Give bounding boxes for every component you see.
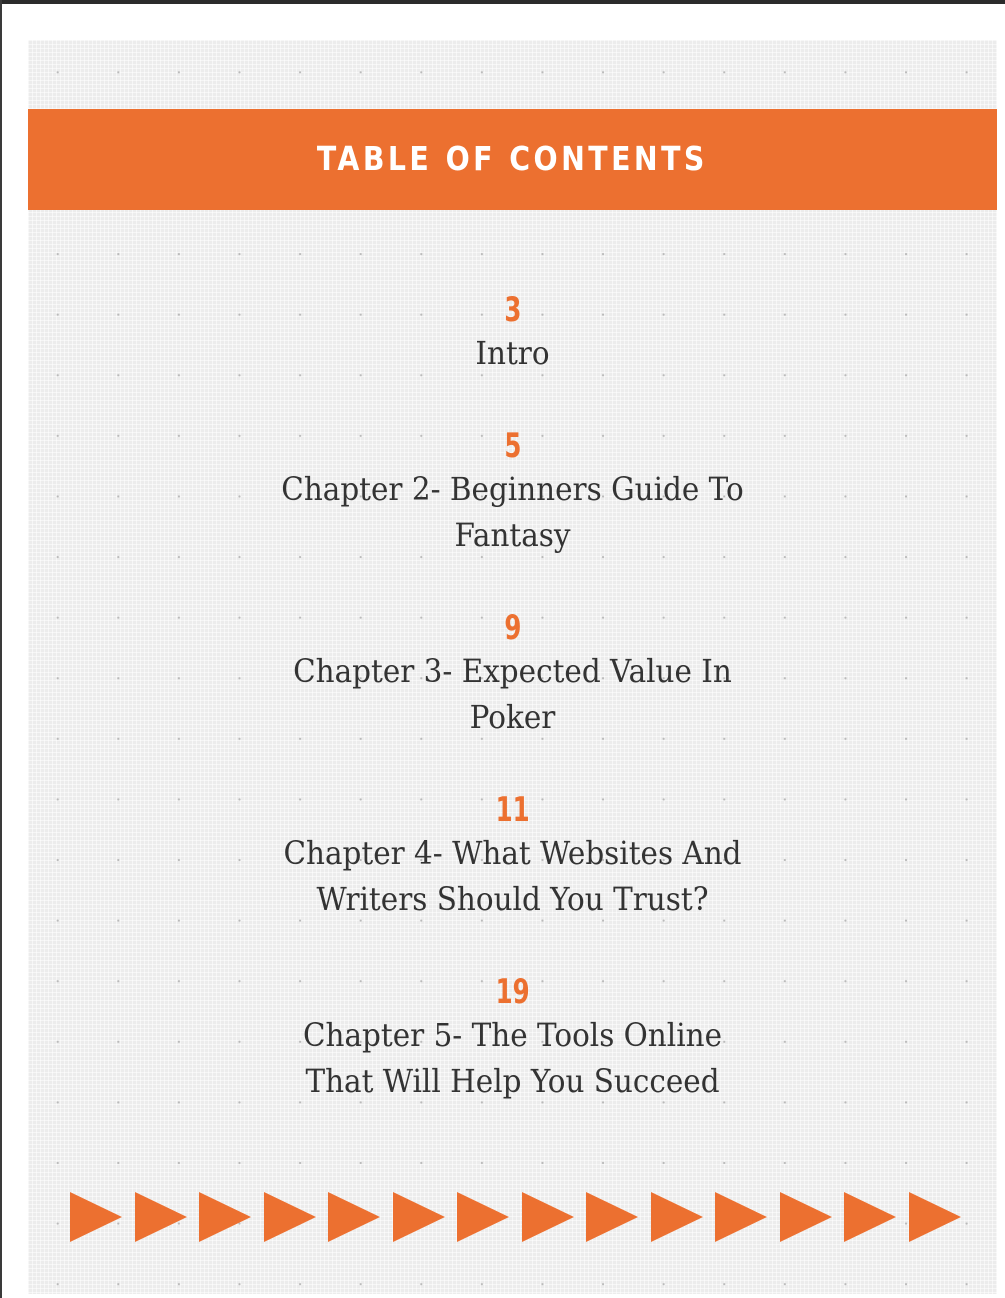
page-title: TABLE OF CONTENTS: [317, 139, 708, 178]
play-triangle-icon: [586, 1192, 638, 1242]
toc-page-number: 3: [503, 290, 522, 330]
play-triangle-icon: [70, 1192, 122, 1242]
toc-entry-title-line: Chapter 4- What Websites And: [283, 834, 742, 872]
window-left-border: [0, 0, 2, 1298]
toc-entry-chapter-2[interactable]: [28, 426, 997, 558]
toc-page-number: 9: [503, 608, 522, 648]
table-of-contents: [28, 0, 997, 1298]
play-triangle-icon: [909, 1192, 961, 1242]
toc-entry-title-line: Intro: [475, 334, 550, 372]
play-triangle-icon: [328, 1192, 380, 1242]
toc-entry-chapter-4[interactable]: [28, 790, 997, 922]
play-triangle-icon: [522, 1192, 574, 1242]
play-triangle-icon: [651, 1192, 703, 1242]
toc-entry-title-line: Fantasy: [454, 516, 571, 554]
toc-entry-intro[interactable]: [28, 290, 997, 376]
toc-entry-chapter-5[interactable]: [28, 972, 997, 1104]
toc-page-number: 5: [503, 426, 522, 466]
play-triangle-icon: [393, 1192, 445, 1242]
toc-entry-title-line: Writers Should You Trust?: [316, 880, 709, 918]
play-triangle-icon: [457, 1192, 509, 1242]
play-triangle-icon: [264, 1192, 316, 1242]
toc-entry-title-line: Chapter 5- The Tools Online: [303, 1016, 722, 1054]
play-triangle-icon: [135, 1192, 187, 1242]
toc-entry-title-line: Chapter 3- Expected Value In: [293, 652, 732, 690]
toc-entry-title-line: Chapter 2- Beginners Guide To: [281, 470, 744, 508]
toc-entry-chapter-3[interactable]: [28, 608, 997, 740]
toc-entry-title-line: That Will Help You Succeed: [305, 1062, 720, 1100]
play-triangle-icon: [715, 1192, 767, 1242]
play-triangle-icon: [199, 1192, 251, 1242]
toc-page-number: 11: [495, 790, 530, 830]
arrow-divider: [70, 1192, 970, 1242]
play-triangle-icon: [780, 1192, 832, 1242]
toc-entry-title-line: Poker: [469, 698, 556, 736]
play-triangle-icon: [844, 1192, 896, 1242]
toc-page-number: 19: [495, 972, 530, 1012]
